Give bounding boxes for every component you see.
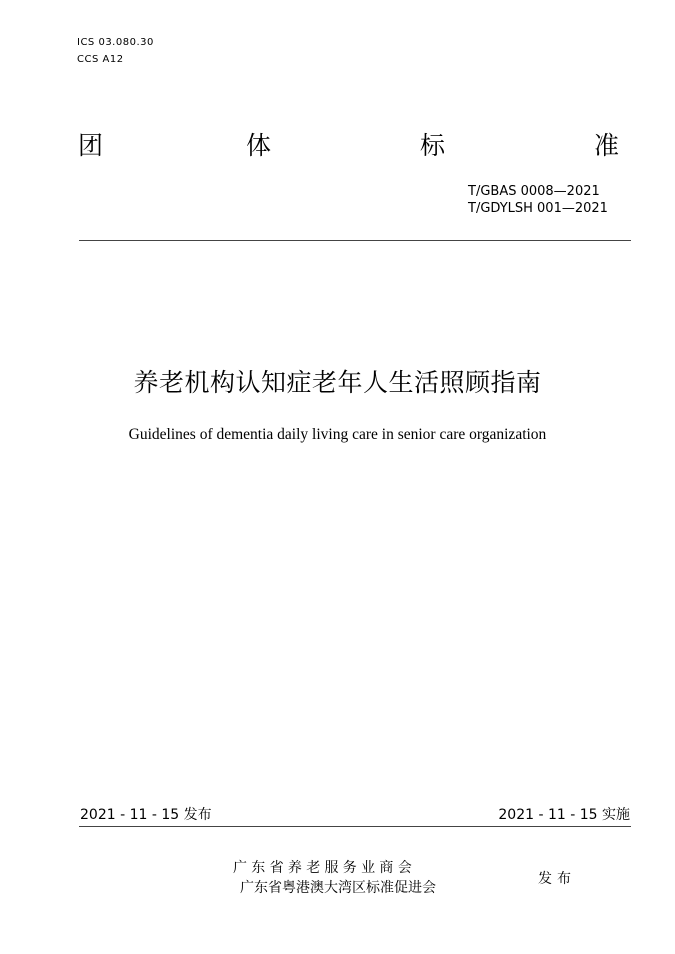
implement-date: 2021 - 11 - 15 实施 xyxy=(498,807,630,823)
standard-type-char: 准 xyxy=(594,131,620,160)
standard-number: T/GDYLSH 001—2021 xyxy=(468,201,608,216)
document-title-english: Guidelines of dementia daily living care in senior care organization xyxy=(128,426,547,443)
ics-code: ICS 03.080.30 xyxy=(77,37,154,48)
publisher-org-2: 广东省粤港澳大湾区标准促进会 xyxy=(240,880,436,896)
standard-type-char: 标 xyxy=(420,131,446,160)
publisher-org-1: 广东省养老服务业商会 xyxy=(233,860,416,876)
document-title-chinese: 养老机构认知症老年人生活照顾指南 xyxy=(133,368,542,397)
standard-type-char: 团 xyxy=(78,131,104,160)
standard-type-char: 体 xyxy=(246,131,272,160)
ccs-code: CCS A12 xyxy=(77,54,124,65)
footer-divider xyxy=(79,826,631,827)
standard-type-heading xyxy=(78,130,623,162)
publish-date: 2021 - 11 - 15 发布 xyxy=(80,807,212,823)
standard-number: T/GBAS 0008—2021 xyxy=(468,184,600,199)
classification-codes xyxy=(77,34,154,68)
header-divider xyxy=(79,240,631,241)
standard-numbers xyxy=(468,183,608,217)
publish-label: 发布 xyxy=(538,871,576,887)
